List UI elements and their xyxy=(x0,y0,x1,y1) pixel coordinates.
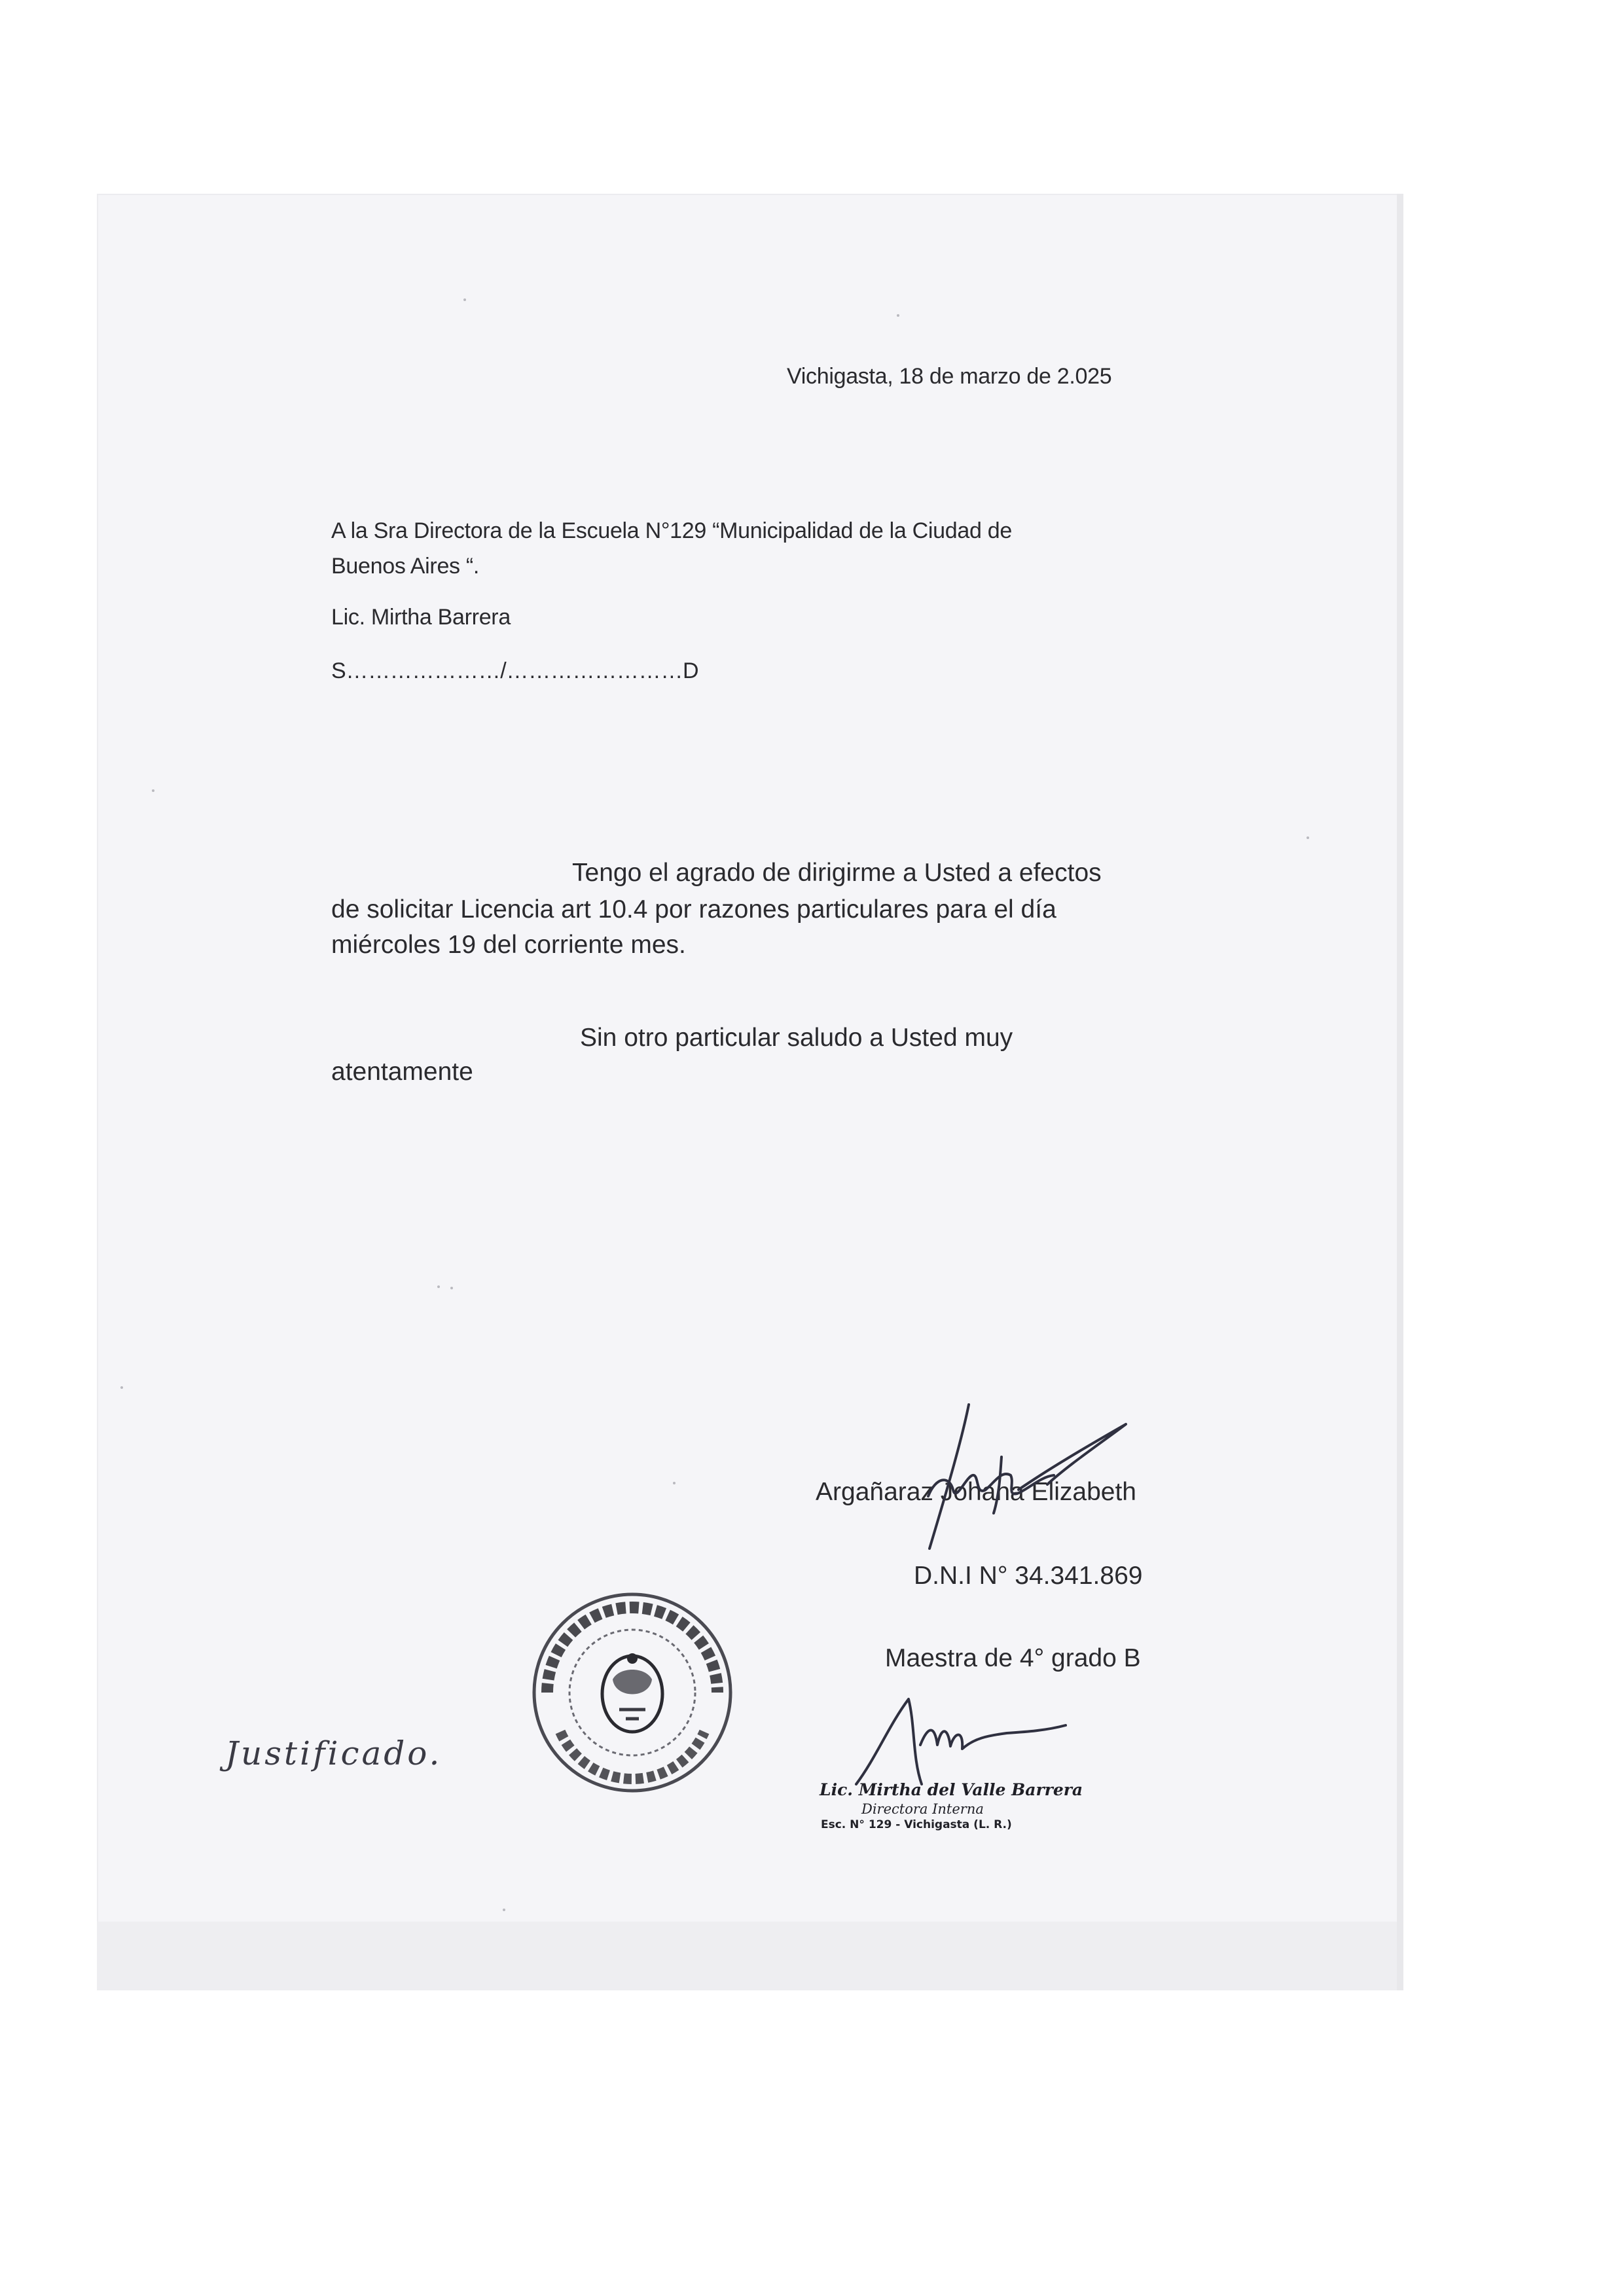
scan-speck xyxy=(463,298,466,301)
place-date: Vichigasta, 18 de marzo de 2.025 xyxy=(787,364,1112,389)
closing-line-2: atentamente xyxy=(331,1058,473,1086)
scan-speck xyxy=(120,1386,123,1389)
signer-dni: D.N.I N° 34.341.869 xyxy=(914,1562,1143,1590)
recipient-line-2: Buenos Aires “. xyxy=(331,554,480,579)
scan-speck xyxy=(450,1287,453,1289)
scan-speck xyxy=(1307,836,1309,839)
body-line-1: Tengo el agrado de dirigirme a Usted a efectos xyxy=(572,859,1102,887)
scan-speck xyxy=(897,314,899,317)
salutation: S…………………/……………………D xyxy=(331,658,699,683)
director-stamp-school: Esc. N° 129 - Vichigasta (L. R.) xyxy=(821,1818,1012,1831)
scan-speck xyxy=(152,789,154,792)
body-line-3: miércoles 19 del corriente mes. xyxy=(331,931,686,959)
scan-speck xyxy=(673,1482,676,1484)
scan-speck xyxy=(503,1909,505,1911)
signer-signature xyxy=(851,1398,1139,1555)
school-seal-stamp xyxy=(521,1581,744,1804)
closing-line-1: Sin otro particular saludo a Usted muy xyxy=(580,1024,1013,1052)
signer-role: Maestra de 4° grado B xyxy=(885,1644,1141,1672)
director-stamp-name: Lic. Mirtha del Valle Barrera xyxy=(820,1780,1083,1799)
recipient-name: Lic. Mirtha Barrera xyxy=(331,605,511,630)
handwritten-note: Justificado. xyxy=(225,1734,442,1772)
scan-speck xyxy=(437,1285,440,1288)
recipient-line-1: A la Sra Directora de la Escuela N°129 “Municipalidad de la Ciudad de xyxy=(331,518,1012,543)
body-line-2: de solicitar Licencia art 10.4 por razones particulares para el día xyxy=(331,895,1056,924)
scan-bottom-band xyxy=(97,1922,1403,1990)
director-stamp-title: Directora Interna xyxy=(861,1801,984,1817)
scan-right-edge xyxy=(1397,194,1403,1990)
scanned-page xyxy=(97,194,1403,1990)
signer-name: Argañaraz Johana Elizabeth xyxy=(816,1478,1136,1506)
